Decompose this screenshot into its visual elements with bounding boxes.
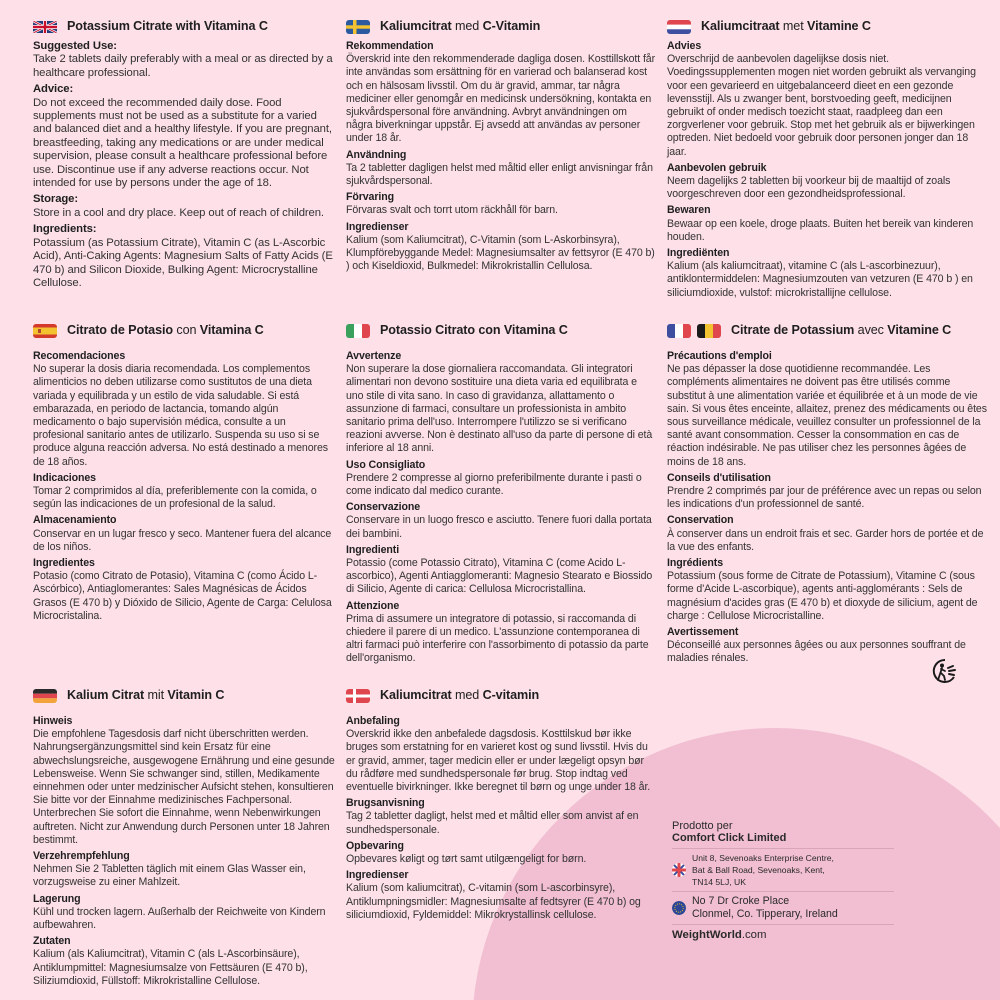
italy-flag-icon <box>346 324 370 338</box>
panel-title-row <box>346 322 656 340</box>
panel-title: Potassio Citrato con Vitamina C <box>380 323 568 338</box>
section-text: Tomar 2 comprimidos al día, preferiblemente con la comida, o según las indicaciones de un profesional de la salud. <box>33 485 317 511</box>
section-text: Prendere 2 compresse al giorno preferibilmente durante i pasti o come indicato dal medico curante. <box>346 471 642 498</box>
panel-title: Kalium Citrat mit Vitamin C <box>67 688 225 703</box>
section-text: Ne pas dépasser la dose quotidienne recommandée. Les compléments alimentaires ne doivent pas être utilisés comme substitut à une alimentation variée et équilibrée et à un mode de vie sain. Si vous êtes enceinte, allaitez, prenez des médicaments ou êtes sous surveillance médicale, veuillez consulter un professionnel de la santé avant consommation. Cesser la consommation en cas de réaction indésirable. Ne pas utiliser chez les personnes âgées de moins de 18 ans. <box>667 363 987 468</box>
panel-title: Citrate de Potassium avec Vitamine C <box>731 323 952 338</box>
panel-italian <box>346 322 656 666</box>
section-heading: Attenzione <box>346 599 400 612</box>
section-text: Prendre 2 comprimés par jour de préférence avec un repas ou selon les indications d'un professionnel de santé. <box>667 485 982 511</box>
section-text: Neem dagelijks 2 tabletten bij voorkeur bij de maaltijd of zoals voorgeschreven door een gezondheidsprofessional. <box>667 175 951 201</box>
uk-address-line: Bat & Ball Road, Sevenoaks, Kent, <box>692 865 825 875</box>
section-text: Kalium (als Kaliumcitrat), Vitamin C (als L-Ascorbinsäure), Antiklumpmittel: Magnesiumsalze von Fettsäuren (E 470 b), Siliziumdioxid, Füllstoff: Mikrokristalline Cellulose. <box>33 948 308 987</box>
section-text: Nehmen Sie 2 Tabletten täglich mit einem Glas Wasser ein, vorzugsweise zu einer Mahlzeit. <box>33 863 306 889</box>
panel-spanish <box>33 322 338 623</box>
section-text: Store in a cool and dry place. Keep out of reach of children. <box>33 206 324 219</box>
uk-address-line: TN14 5LJ, UK <box>692 877 746 887</box>
section-heading: Användning <box>346 148 407 161</box>
section-text: Kalium (som kaliumcitrat), C-vitamin (som L-ascorbinsyre), Antiklumpningsmidler: Magnesiumsalte af fedtsyrer (E 470 b) og siliciumdioxid, Fyldemiddel: Mikrokrystallinsk cellulose. <box>346 882 641 921</box>
section-heading: Ingredienser <box>346 220 409 233</box>
spain-flag-icon <box>33 324 57 338</box>
triman-recycle-icon <box>932 658 958 684</box>
section-text: Déconseillé aux personnes âgées ou aux personnes souffrant de maladies rénales. <box>667 639 966 665</box>
belgium-flag-icon <box>697 324 721 338</box>
panel-english <box>33 18 338 290</box>
section-text: Potassio (come Potassio Citrato), Vitamina C (come Acido L-ascorbico), Agenti Antiagglomeranti: Magnesio Stearato e Biossido di Silicio, Agente di carica: Cellulosa Microcristallina. <box>346 557 653 596</box>
panel-title-row <box>33 322 338 340</box>
manufacturer-info <box>672 820 894 941</box>
section-heading: Conservazione <box>346 501 421 514</box>
eu-flag-icon <box>672 901 686 915</box>
panel-dutch <box>667 18 989 300</box>
section-heading: Zutaten <box>33 935 71 948</box>
uk-flag-icon <box>672 863 686 877</box>
denmark-flag-icon <box>346 689 370 703</box>
section-heading: Ingredienser <box>346 869 409 882</box>
panel-title-row <box>33 18 338 36</box>
section-text: Overskrid ikke den anbefalede dagsdosis. Kosttilskud bør ikke bruges som erstatning for en varieret kost og sund livsstil. Hvis du er gravid, ammer, tager medicin eller er under lægeligt opsyn bør du rådføre med sundhedspersonale før brug. Stop indtag ved eventuelle bivirkninger. Ikke beregnet til børn og unge under 18 år. <box>346 728 651 794</box>
section-heading: Précautions d'emploi <box>667 350 772 362</box>
panel-title-row <box>33 687 338 705</box>
section-text: No superar la dosis diaria recomendada. Los complementos alimenticios no deben utilizarse como sustitutos de una dieta variada y equilibrada y un estilo de vida saludable. Si está embarazada, en periodo de lactancia, tomando algún medicamento o bajo supervisión médica, consulte a un profesional sanitario antes de utilizarlo. Suspenda su uso si se produce alguna reacción adversa. No está destinado a menores de 18 años. <box>33 363 328 468</box>
panel-swedish <box>346 18 656 273</box>
panel-title-row <box>346 18 656 36</box>
eu-address-line: No 7 Dr Croke Place <box>692 895 790 907</box>
panel-title-row <box>346 687 656 705</box>
section-text: Potassium (as Potassium Citrate), Vitamin C (as L-Ascorbic Acid), Anti-Caking Agents: Magnesium Salts of Fatty Acids (E 470 b) and Silicon Dioxide, Bulking Agent: Microcrystalline Cellulose. <box>33 236 333 289</box>
section-text: Kalium (som Kaliumcitrat), C-Vitamin (som L-Askorbinsyra), Klumpförebyggande Medel: Magnesiumsalter av fettsyror (E 470 b) ) och Kiseldioxid, Bulkmedel: Mikrokristallin Cellulosa. <box>346 233 655 273</box>
section-heading: Ingredientes <box>33 557 95 570</box>
panel-title: Citrato de Potasio con Vitamina C <box>67 323 264 338</box>
section-heading: Ingredienti <box>346 543 400 556</box>
company-name: Comfort Click Limited <box>672 832 894 849</box>
section-text: À conserver dans un endroit frais et sec. Garder hors de portée et de la vue des enfants. <box>667 527 984 553</box>
panel-danish <box>346 687 656 922</box>
section-heading: Aanbevolen gebruik <box>667 161 767 174</box>
section-heading: Avvertenze <box>346 350 402 362</box>
panel-title: Kaliumcitraat met Vitamine C <box>701 19 871 34</box>
section-text: Take 2 tablets daily preferably with a meal or as directed by a healthcare professional. <box>33 53 333 79</box>
france-belgium-flag-icons <box>667 324 721 338</box>
uk-address <box>672 849 894 892</box>
panel-title-row <box>667 322 989 340</box>
section-heading: Opbevaring <box>346 839 404 852</box>
section-text: Conservar en un lugar fresco y seco. Mantener fuera del alcance de los niños. <box>33 527 332 553</box>
section-heading: Suggested Use: <box>33 40 117 52</box>
panel-title-row <box>667 18 989 36</box>
panel-title: Kaliumcitrat med C-vitamin <box>380 688 540 703</box>
france-flag-icon <box>667 324 691 338</box>
section-heading: Hinweis <box>33 715 73 727</box>
section-heading: Brugsanvisning <box>346 797 425 810</box>
section-heading: Almacenamiento <box>33 514 117 527</box>
section-heading: Recomendaciones <box>33 350 126 362</box>
section-heading: Förvaring <box>346 191 394 204</box>
section-text: Potasio (como Citrato de Potasio), Vitamina C (como Ácido L-Ascórbico), Antiaglomerantes: Sales Magnésicas de Ácidos Grasos (E 470 b) y Dióxido de Silicio, Agente de Carga: Celulosa Microcristalina. <box>33 570 332 622</box>
section-heading: Verzehrempfehlung <box>33 850 130 863</box>
made-for-label: Prodotto per <box>672 820 733 832</box>
section-heading: Ingrédients <box>667 557 723 570</box>
section-text: Tag 2 tabletter dagligt, helst med et måltid eller som anvist af en sundhedspersonale. <box>346 810 639 836</box>
panel-title: Kaliumcitrat med C-Vitamin <box>380 19 541 34</box>
section-text: Conservare in un luogo fresco e asciutto. Tenere fuori dalla portata dei bambini. <box>346 514 652 540</box>
section-heading: Indicaciones <box>33 471 96 484</box>
section-heading: Anbefaling <box>346 715 400 727</box>
section-heading: Ingredients: <box>33 223 97 236</box>
section-text: Kalium (als kaliumcitraat), vitamine C (als L-ascorbinezuur), antiklontermiddelen: Magnesiumzouten van vetzuren (E 470 b ) en siliciumdioxide, vulstof: microkristallijne cellulose. <box>667 260 973 299</box>
section-text: Bewaar op een koele, droge plaats. Buiten het bereik van kinderen houden. <box>667 217 974 243</box>
section-text: Opbevares køligt og tørt samt utilgængeligt for børn. <box>346 853 587 866</box>
section-text: Non superare la dose giornaliera raccomandata. Gli integratori alimentari non devono sostituire una dieta varia ed equilibrata e uno stile di vita sano. In caso di gravidanza, allattamento o assunzione di farmaci, consultare un professionista in ambito sanitario prima dell'uso. Interrompere l'utilizzo se si verificano reazioni avverse. Non è destinato all'uso da parte di persone di età inferiore al 18 anni. <box>346 363 653 455</box>
netherlands-flag-icon <box>667 20 691 34</box>
section-text: Prima di assumere un integratore di potassio, si raccomanda di chiedere il parere di un medico. L'assunzione contemporanea di altri farmaci può interferire con l'assorbimento di potassio da parte dell'organismo. <box>346 612 649 665</box>
section-heading: Avertissement <box>667 626 739 639</box>
eu-address-line: Clonmel, Co. Tipperary, Ireland <box>692 908 838 920</box>
section-heading: Advies <box>667 40 702 52</box>
section-text: Ta 2 tabletter dagligen helst med måltid eller enligt anvisningar från sjukvårdspersonal. <box>346 161 653 188</box>
section-heading: Bewaren <box>667 204 711 217</box>
section-text: Die empfohlene Tagesdosis darf nicht überschritten werden. Nahrungsergänzungsmittel sind kein Ersatz für eine abwechslungsreiche, ausgewogene Ernährung und eine gesunde Lebensweise. Wenn Sie schwanger sind, stillen, Medikamente einnehmen oder unter medzinischer Aufsicht stehen, konsultieren Sie bitte vor der Einnahme medizinisches Fachpersonal. Unterbrechen Sie sofort die Einnahme, wenn Nebenwirkungen auftreten. Nicht zur Anwendung durch Personen unter 18 Jahren bestimmt. <box>33 728 335 846</box>
eu-address <box>672 892 894 925</box>
section-text: Overschrijd de aanbevolen dagelijkse dosis niet. Voedingssupplementen mogen niet worden gebruikt als vervanging voor een gevarieerd en uitgebalanceerd dieet en een gezonde levensstijl. Als u zwanger bent, borstvoeding geeft, medicijnen gebruikt of onder medisch toezicht staat, raadpleeg dan een zorgverlener voor gebruik. Stop met het gebruik als er bijwerkingen optreden. Niet bedoeld voor gebruik door personen jonger dan 18 jaar. <box>667 53 976 158</box>
panel-german <box>33 687 338 988</box>
website-link[interactable]: WeightWorld.com <box>672 929 767 941</box>
sweden-flag-icon <box>346 20 370 34</box>
section-heading: Uso Consigliato <box>346 458 426 471</box>
section-text: Överskrid inte den rekommenderade dagliga dosen. Kosttillskott får inte användas som ersättning för en varierad och balanserad kost och en hälsosam livsstil. Om du är gravid, ammar, tar några mediciner eller genomgår en medicinsk undersökning, kontakta en sjukvårdspersonal före användning. Avbryt användningen om några biverkningar uppstår. Ej avsedd att användas av personer under 18 år. <box>346 53 656 145</box>
section-heading: Conseils d'utilisation <box>667 471 771 484</box>
uk-flag-icon <box>33 20 57 34</box>
section-heading: Rekommendation <box>346 40 434 52</box>
section-heading: Storage: <box>33 193 79 206</box>
section-text: Förvaras svalt och torrt utom räckhåll för barn. <box>346 204 558 217</box>
section-heading: Advice: <box>33 83 74 96</box>
uk-address-line: Unit 8, Sevenoaks Enterprise Centre, <box>692 853 834 863</box>
panel-french <box>667 322 989 666</box>
germany-flag-icon <box>33 689 57 703</box>
section-heading: Ingrediënten <box>667 247 730 260</box>
panel-title: Potassium Citrate with Vitamina C <box>67 19 268 34</box>
section-text: Kühl und trocken lagern. Außerhalb der Reichweite von Kindern aufbewahren. <box>33 905 326 932</box>
section-heading: Conservation <box>667 514 734 527</box>
section-heading: Lagerung <box>33 892 81 905</box>
section-text: Do not exceed the recommended daily dose. Food supplements must not be used as a substitute for a varied and balanced diet and a healthy lifestyle. If you are pregnant, breastfeeding, taking any medications or are under medical supervision, please consult a healthcare professional before use. Discontinue use if any adverse reactions occur. Not intended for use by persons under the age of 18. <box>33 96 332 190</box>
section-text: Potassium (sous forme de Citrate de Potassium), Vitamine C (sous forme d'Acide L-ascorbique), agents anti-agglomérants : Sels de magnésium d'acides gras (E 470 b) et dioxyde de silicium, agent de charge : Cellulose Microcristalline. <box>667 570 978 622</box>
